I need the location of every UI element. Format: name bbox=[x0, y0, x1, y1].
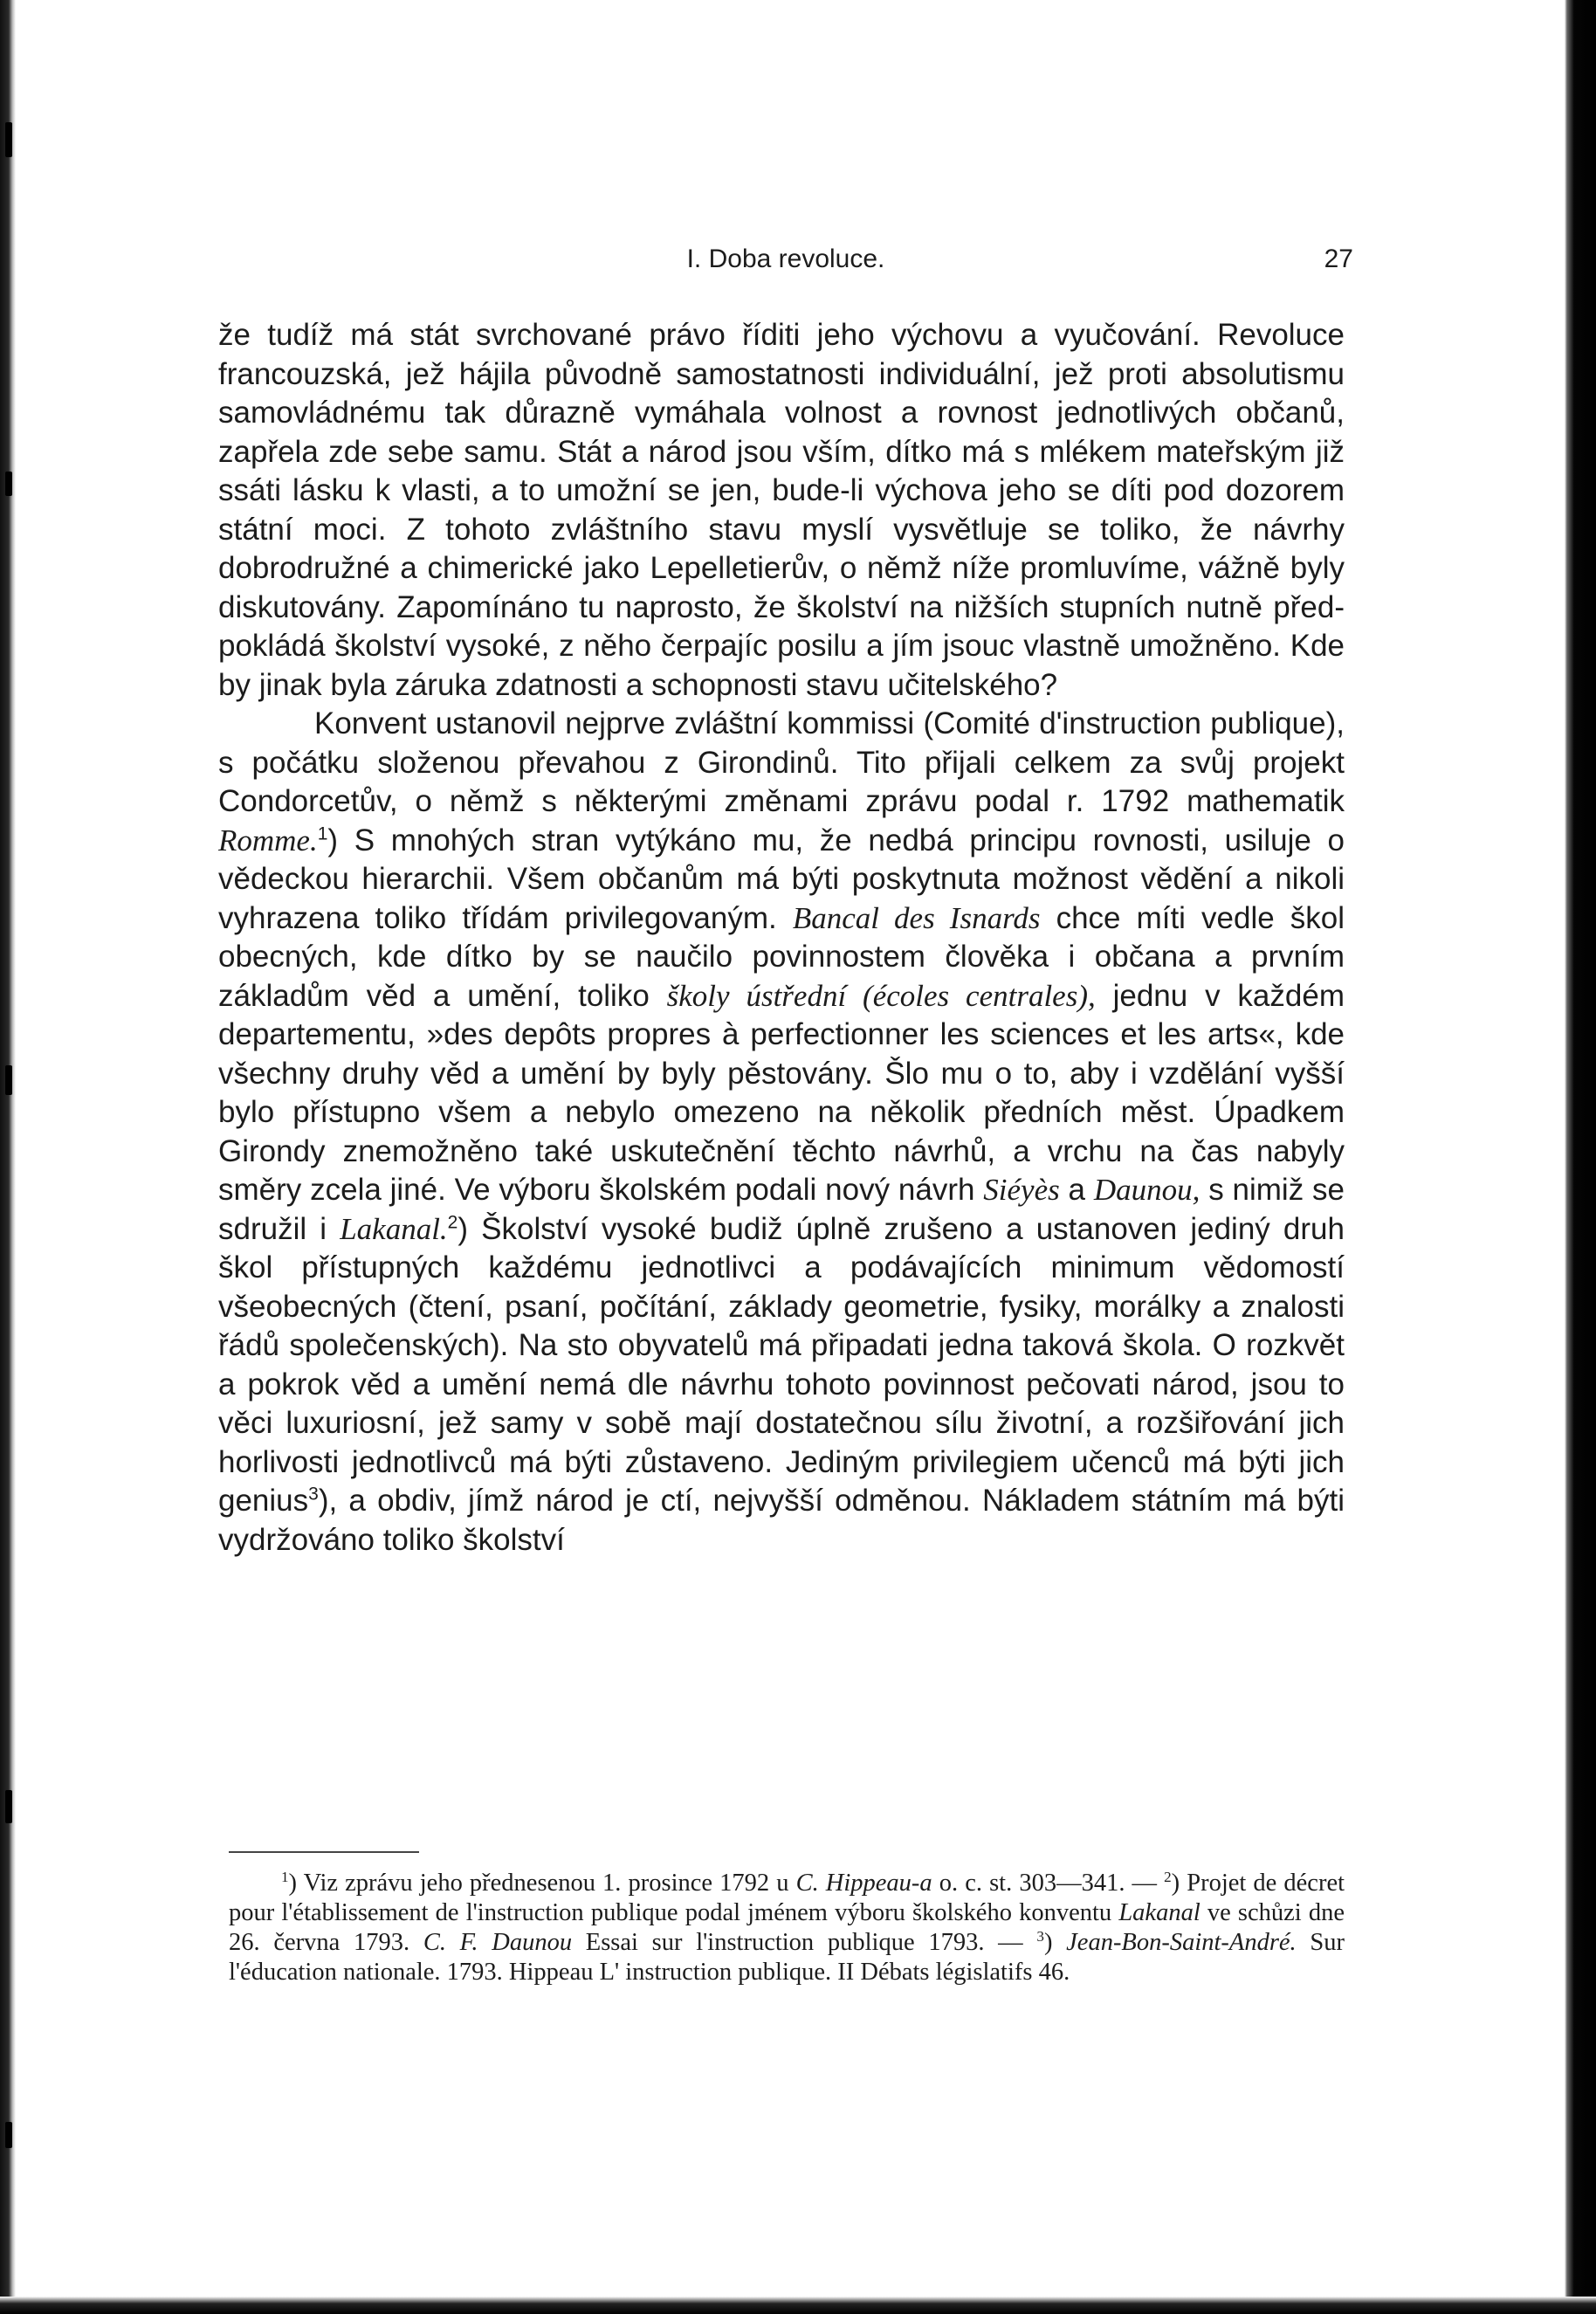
name-daunou: Daunou, bbox=[1093, 1173, 1200, 1207]
name-lakanal: Lakanal. bbox=[340, 1211, 448, 1246]
body-text bbox=[218, 316, 1345, 1560]
paragraph-text: a bbox=[1059, 1173, 1094, 1207]
page-number: 27 bbox=[1324, 244, 1353, 273]
paragraph bbox=[218, 705, 1345, 1560]
paragraph bbox=[218, 316, 1345, 705]
footnote-block bbox=[229, 1869, 1345, 1987]
footnote-divider bbox=[229, 1851, 419, 1853]
footnote-ref: 1 bbox=[317, 823, 328, 844]
scan-binding-mark bbox=[5, 1790, 12, 1823]
paragraph-text: jednu v každém departementu, »des depôts propres à perfectionner les sciences et les arts«, kde všechny druhy věd a umění by byly pěstovány. Šlo mu o to, aby i vzdělání vyšší bylo přístupno všem a nebylo omezeno na několik předních měst. Úpadkem Girondy znemožněno také uskutečnění těchto návrhů, a vrchu na čas nabyly směry zcela jiné. Ve výboru školském podali nový návrh bbox=[218, 978, 1345, 1207]
scan-edge-left bbox=[0, 0, 16, 2314]
page-header bbox=[218, 244, 1353, 283]
scan-binding-mark bbox=[5, 2122, 12, 2148]
paragraph-text: ) Školství vysoké budiž úplně zrušeno a ustanoven jediný druh škol přístupných každému jednotlivci a podávajících minimum vědomostí všeobecných (čtení, psaní, počítání, základy geometrie, fysiky, morálky a znalosti řádů společenských). Na sto obyvatelů má připadati jedna taková škola. O rozkvět a pokrok věd a umění nemá dle návrhu tohoto povinnost pečovati národ, jsou to věci luxuriosní, jež samy v sobě mají dostatečnou sílu životní, a rozšiřování jich horlivosti jednotlivců má býti zůstaveno. Jediným privilegiem učenců má býti jich genius bbox=[218, 1211, 1345, 1518]
name-romme: Romme. bbox=[218, 823, 318, 857]
footnote-ref: 2 bbox=[447, 1211, 458, 1232]
footnote-mark: 2 bbox=[1164, 1868, 1172, 1885]
name-lakanal: Lakanal bbox=[1118, 1899, 1200, 1926]
running-title: I. Doba revoluce. bbox=[686, 244, 885, 273]
paragraph-text: chce míti vedle škol obecných, kde dítko by se naučilo povinnostem člověka i občana a prvním základům věd a umění, toliko bbox=[218, 900, 1345, 1013]
term-skoly-ustredni: školy ústřední (écoles centrales), bbox=[666, 978, 1096, 1013]
paragraph-text: Konvent ustanovil nejprve zvláštní kommissi (Comité d'instruction publique), s počátku složenou převahou z Girondinů. Tito přijali celkem za svůj projekt Condorcetův, o němž s některými změnami zprávu podal r. 1792 mathematik bbox=[218, 706, 1345, 818]
footnote-text: ) Viz zprávu jeho přednesenou 1. prosince 1792 u bbox=[288, 1870, 796, 1897]
scan-edge-bottom bbox=[0, 2297, 1596, 2314]
name-jean-bon-saint-andre: Jean-Bon-Saint-André. bbox=[1066, 1929, 1297, 1956]
footnote-mark: 3 bbox=[1036, 1927, 1044, 1945]
paragraph-text: ), a obdiv, jímž národ je ctí, nejvyšší odměnou. Nákladem státním má býti vydržováno toliko školství bbox=[218, 1484, 1345, 1557]
scan-binding-mark bbox=[5, 1065, 12, 1095]
paragraph-text: že tudíž má stát svrchované právo říditi jeho výchovu a vyučování. Revoluce francouzská, jež hájila původně samostatnosti individuální, jež proti absolutismu samovládnému tak důrazně vymáhala volnost a rovnost jednotlivých občanů, zapřela zde sebe samu. Stát a národ jsou vším, dítko má s mlékem mateřským již ssáti lásku k vlasti, a to umožní se jen, bude-li výchova jeho se díti pod dozorem státní moci. Z tohoto zvláštního stavu myslí vysvětluje se toliko, že návrhy dobrodružné a chimerické jako Lepelletierův, o němž níže promluvíme, vážně byly diskutovány. Zapomínáno tu naprosto, že školství na nižších stupních nutně předpokládá školství vysoké, z něho čerpajíc posilu a jím jsouc vlastně umožněno. Kde by jinak byla záruka zdatnosti a schopnosti stavu učitelského? bbox=[218, 318, 1345, 702]
scan-edge-right bbox=[1565, 0, 1596, 2314]
footnote-text: Sur l'éducation nationale. 1793. Hippeau L' instruction publique. II Débats législatifs 46. bbox=[229, 1929, 1345, 1986]
paragraph-text: s nimiž se sdružil i bbox=[218, 1173, 1345, 1246]
name-bancal: Bancal des Isnards bbox=[792, 900, 1041, 935]
name-daunou: C. F. Daunou bbox=[423, 1929, 573, 1956]
footnote-ref: 3 bbox=[308, 1484, 319, 1505]
footnote-mark: 1 bbox=[281, 1868, 289, 1885]
footnote-text: Essai sur l'instruction publique 1793. — bbox=[572, 1929, 1037, 1956]
footnote-text: ve schůzi dne 26. června 1793. bbox=[229, 1899, 1345, 1956]
scan-binding-mark bbox=[5, 472, 12, 496]
scan-binding-mark bbox=[5, 122, 12, 157]
name-sieyes: Siéyès bbox=[983, 1173, 1060, 1207]
name-hippeau: C. Hippeau-a bbox=[795, 1870, 932, 1897]
footnotes bbox=[229, 1869, 1345, 1987]
footnote-text: ) Projet de décret pour l'établissement de l'instruction publique podal jménem výboru školského konventu bbox=[229, 1870, 1345, 1926]
paragraph-text: ) S mnohých stran vytýkáno mu, že nedbá principu rovnosti, usiluje o vědeckou hierarchii. Všem občanům má býti poskytnuta možnost vědění a nikoli vyhrazena toliko třídám privilegovaným. bbox=[218, 823, 1345, 935]
footnote-text: o. c. st. 303—341. — bbox=[932, 1870, 1165, 1897]
footnote-text: ) bbox=[1043, 1929, 1067, 1956]
